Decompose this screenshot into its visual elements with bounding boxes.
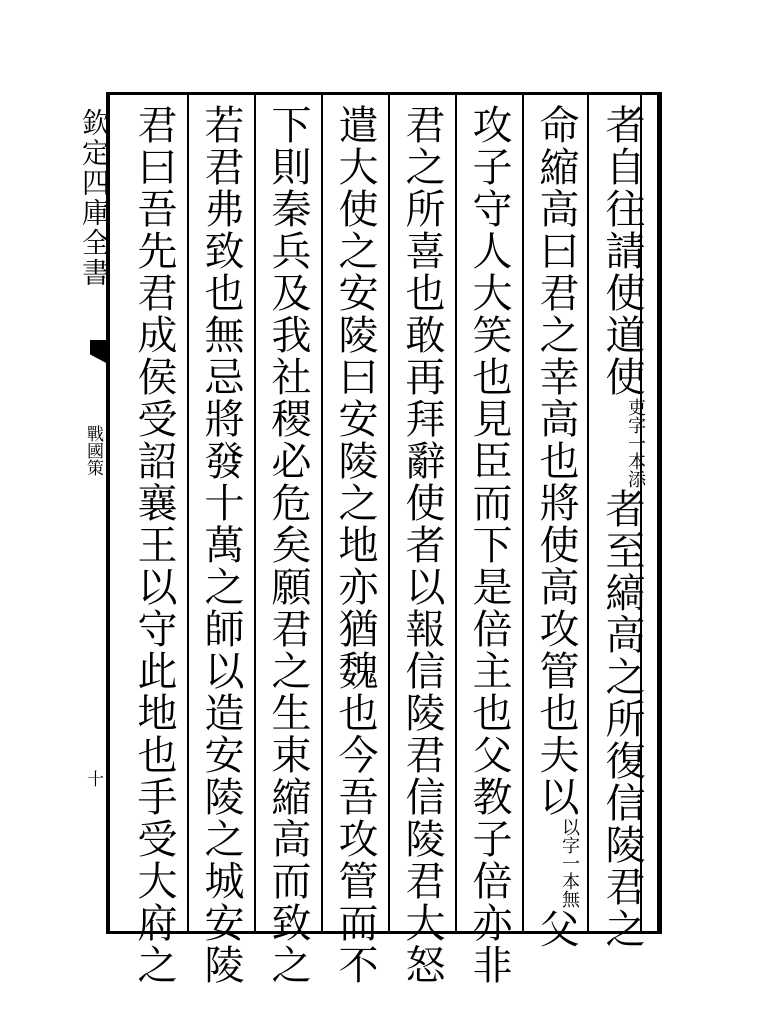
column-rule — [187, 95, 189, 932]
column-rule — [254, 95, 256, 932]
column-text: 攻子守人大笑也見臣而下是倍主也父教子倍亦非 — [466, 104, 512, 986]
column-text: 下則秦兵及我社稷必危矣願君之生束縮高而致之 — [265, 104, 311, 986]
annotation-line: 一本無 — [559, 854, 580, 908]
annotation-line: 以字 — [559, 818, 580, 854]
margin-page-number: 十 — [83, 770, 103, 787]
fishtail-mark — [90, 340, 108, 364]
column-rule — [455, 95, 457, 932]
column-text: 君之所喜也敢再拜辭使者以報信陵君信陵君大怒 — [399, 104, 445, 986]
annotation — [624, 398, 646, 488]
column-text: 君曰吾先君成侯受詔襄王以守此地也手受大府之 — [131, 104, 177, 986]
text-column-3 — [465, 104, 513, 986]
annotation — [558, 818, 580, 908]
margin-book-title: 戰國策 — [83, 425, 103, 476]
text-column-8 — [130, 104, 178, 986]
column-rule — [321, 95, 323, 932]
column-rule — [522, 95, 524, 932]
column-text: 者自往請使道使 — [599, 104, 645, 398]
column-text-tail: 者至縞高之所復信陵君之 — [599, 488, 645, 950]
text-column-6 — [264, 104, 312, 986]
text-column-1 — [598, 104, 646, 950]
annotation-line: 吏字 — [625, 398, 646, 434]
column-text: 命縮高曰君之幸高也將使高攻管也夫以 — [533, 104, 579, 818]
column-rule — [587, 95, 589, 932]
text-column-4 — [398, 104, 446, 986]
column-text-tail: 父 — [533, 908, 579, 950]
column-text: 若君弗致也無忌將發十萬之師以造安陵之城安陵 — [198, 104, 244, 986]
column-text: 遣大使之安陵曰安陵之地亦猶魏也今吾攻管而不 — [332, 104, 378, 986]
column-rule — [388, 95, 390, 932]
text-column-2 — [532, 104, 580, 950]
text-column-5 — [331, 104, 379, 986]
annotation-line: 一本添 — [625, 434, 646, 488]
margin-title: 欽定四庫全書 — [78, 108, 111, 288]
text-column-7 — [197, 104, 245, 986]
